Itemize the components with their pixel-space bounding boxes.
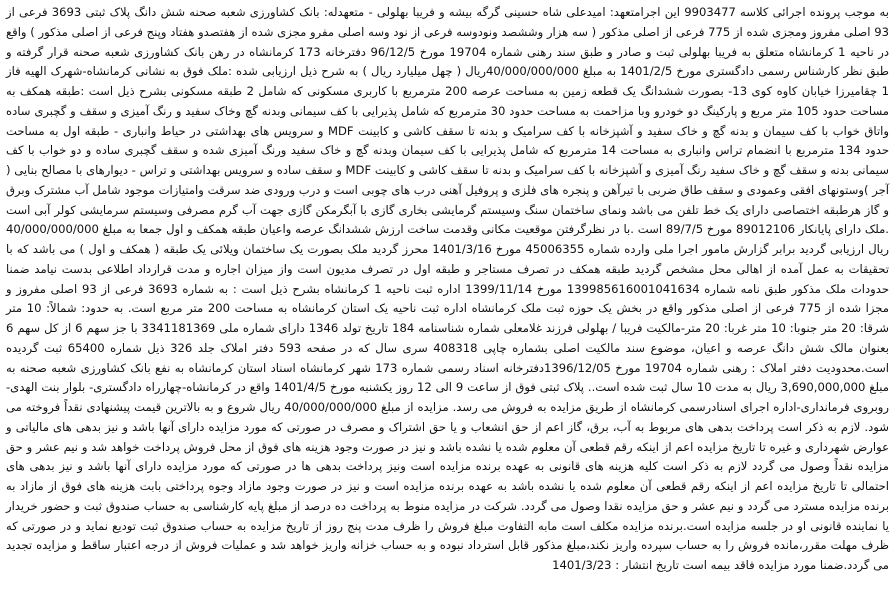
auction-notice-text: به موجب پرونده اجرائی کلاسه 9903477 این اجرامتعهد: امیدعلی شاه حسینی گرگه بیشه و فریبا بهلولی - متعهدله: بانک کشاورزی شعبه صحنه شش دانگ پلاک ثبتی 3693 فرعی از 93 اصلی مفروز ومجزی شده از 775 فرعی از اصلی مذکور ( سه هزار وششصد ونودوسه فرعی از نود وسه اصلی مفرو مجزی شده از هفتصدو هفتاد وپنج فرعی از اصلی مذکور ) واقع در ناحیه 1 کرمانشاه متعلق به فریبا بهلولی ثبت و صادر و طبق سند رهنی شماره 19704 مورخ 96/12/5 دفترخانه 173 کرمانشاه در رهن بانک کشاورزی شعبه صحنه قرار گرفته و طبق نظر کارشناس رسمی دادگستری مورخ 1401/2/5 به مبلغ 40/000/000/000ریال ( چهل میلیارد ریال ) به شرح ذیل ارزیابی شده :ملک فوق به نشانی کرمانشاه-شهرک الهیه فاز 1 چقامیرزا خیابان کاوه کوی 13- بصورت ششدانگ یک قطعه زمین به مساحت عرصه 200 مترمربع با کاربری مسکونی که شامل 2 طبقه مسکونی بشرح ذیل است :طبقه همکف به مساحت حدود 105 متر مربع و پارکینگ دو خودرو وبا مزاحمت به مساحت حدود 30 مترمربع که شامل پذیرایی با کف سیمانی وبدنه گچ وخاک سفید و رنگ آمیزی و سقف و گچبری ساده واتاق خواب با کف سیمان و بدنه گچ و خاک سفید و آشپزخانه با کف سرامیک و بدنه تا سقف کاشی و کابینت MDF و سرویس های بهداشتی در حیاط وانباری - طبقه اول به مساحت حدود 134 مترمربع با انضمام تراس وانباری به مساحت 14 مترمربع که شامل پذیرایی با کف سیمان وبدنه گچ و خاک سفید ورنگ آمیزی شده و سقف گچبری ساده و دو خواب با کف سیمانی بدنه و سقف گچ و خاک سفید رنگ آمیزی و آشپزخانه با کف سرامیک و بدنه تا سقف کاشی و کابینت MDF و سقف ساده و سرویس بهداشتی و تراس - دیوارهای با مصالح بنایی ( آجر )وستونهای افقی وعمودی و سقف طاق ضربی با تیرآهن و پنجره های فلزی و پروفیل آهنی درب های چوبی است و درب ورودی ضد سرقت وامتیازات موجود شامل آب مشترک وبرق و گاز هرطبقه اختصاصی دارای یک خط تلفن می باشد ونمای ساختمان سنگ وسیستم گرمایشی بخاری گازی با آبگرمکن گازی جهت آب گرم مصرفی وسیستم سرمایشی کولر آبی است .ملک دارای پایانکار 89012106 مورخ 89/7/5 است .با در نظرگرفتن موقعیت مکانی وقدمت ساخت ارزش ششدانگ عرصه واعیان طبقه همکف و اول جمعا به مبلغ 40/000/000/000 ریال ارزیابی گردید برابر گزارش مامور اجرا ملی وارده شماره 45006355 مورخ 1401/3/16 محرز گردید ملک بصورت یک ساختمان ویلائی یک طبقه ( همکف و اول ) می باشد که با تحقیقات به عمل آمده از اهالی محل مشخص گردید طبقه همکف در تصرف مستاجر و طبقه اول در تصرف مدیون است واز میزان اجاره و مدت قرارداد اطلاعی بدست نیامد ضمنا حدودات ملک مذکور طبق نامه شماره 139985616001041634 مورخ 1399/11/14 اداره ثبت ناحیه 1 کرمانشاه بشرح ذیل است : به شماره 3693 فرعی از 93 اصلی مفروز و مجزا شده از 775 فرعی از اصلی مذکور واقع در بخش یک حوزه ثبت ملک کرمانشاه اداره ثبت ناحیه یک استان کرمانشاه به مساحت 200 متر مربع است. به حدود: شمالاً: 10 متر شرقا: 20 متر جنوبا: 10 متر غربا: 20 متر-مالکیت فریبا / بهلولی فرزند غلامعلی شماره شناسنامه 184 تاریخ تولد 1346 دارای شماره ملی 3341181369 با جز سهم 6 از کل سهم 6 بعنوان مالک شش دانگ عرصه و اعیان، موضوع سند مالکیت اصلی بشماره چاپی 408318 سری سال که در صفحه 593 دفتر املاک جلد 326 ذیل شماره 65400 ثبت گردیده است.محدودیت دفتر املاک : رهنی شماره 19704 مورخ 1396/12/05دفترخانه اسناد رسمی شماره 173 شهر کرمانشاه اسناد استان کرمانشاه به نفع بانک کشاورزی شعبه صحنه به مبلغ 3,690,000,000 ریال به مدت 10 سال ثبت شده است.. پلاک ثبتی فوق از ساعت 9 الی 12 روز یکشنبه مورخ 1401/4/5 واقع در کرمانشاه-چهارراه دادگستری- بلوار بنت الهدی-روبروی فرمانداری-اداره اجرای اسنادرسمی کرمانشاه از طریق مزایده به فروش می رسد. مزایده از مبلغ 40/000/000/000 ریال شروع و به بالاترین قیمت پیشنهادی نقداً فروخته می شود. لازم به ذکر است پرداخت بدهی های مربوط به آب، برق، گاز اعم از حق انشعاب و یا حق اشتراک و مصرف در صورتی که مورد مزایده دارای آنها باشد و نیز بدهی های مالیاتی و عوارض شهرداری و غیره تا تاریخ مزایده اعم از اینکه رقم قطعی آن معلوم شده یا نشده باشد و نیز در صورت وجود هزینه های فوق از محل فروش پرداخت خواهد شد و نیم عشر و حق مزایده نقداً وصول می گردد لازم به ذکر است کلیه هزینه های قانونی به عهده برنده مزایده است ونیز پرداخت بدهی ها در صورتی که مورد مزایده دارای آنها باشد و نیز بدهی های احتمالی تا تاریخ مزایده اعم از اینکه رقم قطعی آن معلوم شده یا نشده باشد به عهده برنده مزایده است و نیز در صورت وجود مازاد وجوه پرداختی بابت هزینه های فوق از مازاد به برنده مزایده مسترد می گردد و نیم عشر و حق مزایده نقدا وصول می گردد. شرکت در مزایده منوط به پرداخت ده درصد از مبلغ پایه کارشناسی به حساب صندوق ثبت و حضور خریدار یا نماینده قانونی او در جلسه مزایده است.برنده مزایده مکلف است مابه التفاوت مبلغ فروش را ظرف مدت پنج روز از تاریخ مزایده به حساب صندوق ثبت تودیع نماید و در صورتی که ظرف مهلت مقرر،مانده فروش را به حساب سپرده واریز نکند،مبلغ مذکور قابل استرداد نبوده و به حساب خزانه واریز خواهد شد و عملیات فروش از درجه اعتبار ساقط و مزایده تجدید می گردد.ضمنا مورد مزایده فاقد بیمه است تاریخ انتشار : 1401/3/23 (6, 5, 890, 572)
